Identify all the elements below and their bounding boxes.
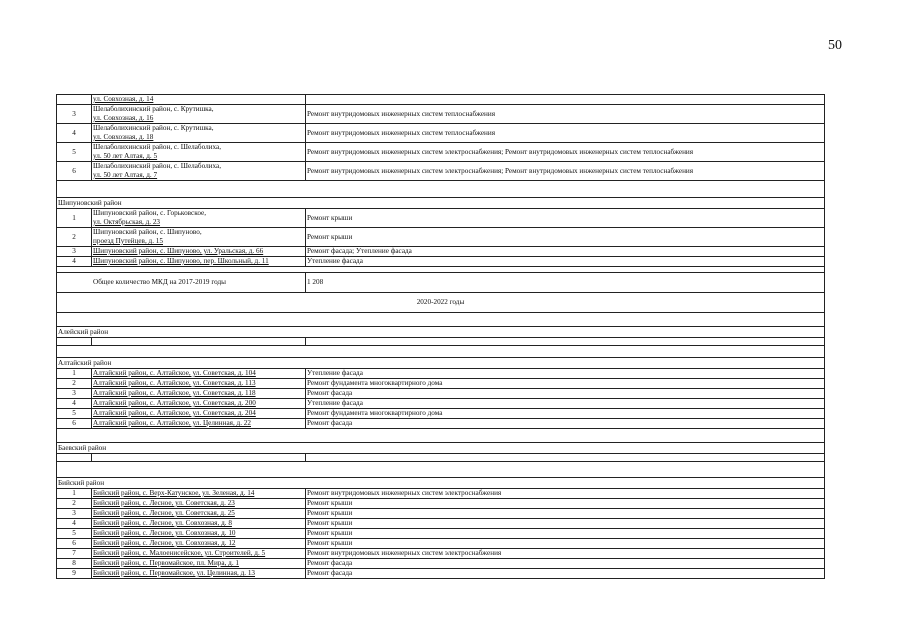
row-number: 4	[57, 257, 92, 267]
row-number: 1	[57, 369, 92, 379]
total-row	[57, 273, 825, 293]
address-cell	[92, 105, 306, 124]
table-row	[57, 379, 825, 389]
row-number: 5	[57, 143, 92, 162]
row-number: 6	[57, 162, 92, 181]
address-cell	[92, 389, 306, 399]
address-cell	[92, 499, 306, 509]
row-number: 4	[57, 399, 92, 409]
row-number: 2	[57, 379, 92, 389]
address-line: ул. 50 лет Алтая, д. 5	[93, 152, 158, 160]
empty-row	[57, 338, 825, 346]
address-line: Бийский район, с. Первомайское, пл. Мира, д. 1	[93, 559, 240, 567]
table-row	[57, 105, 825, 124]
total-value: 1 208	[306, 273, 825, 293]
table-row	[57, 539, 825, 549]
work-type-cell: Ремонт внутридомовых инженерных систем электроснабжения; Ремонт внутридомовых инженерных систем теплоснабжения	[306, 162, 825, 181]
address-cell	[92, 399, 306, 409]
total-label: Общее количество МКД на 2017-2019 годы	[57, 273, 306, 293]
work-type-cell: Ремонт фундамента многоквартирного дома	[306, 409, 825, 419]
table-row	[57, 569, 825, 579]
address-cell	[92, 539, 306, 549]
table-row	[57, 489, 825, 499]
work-type-cell: Ремонт крыши	[306, 209, 825, 228]
spacer-row	[57, 181, 825, 198]
address-line: Бийский район, с. Первомайское, ул. Целинная, д. 13	[93, 569, 256, 577]
section-title: Бийский район	[57, 478, 825, 489]
address-cell	[92, 95, 306, 105]
table-row	[57, 95, 825, 105]
row-number: 8	[57, 559, 92, 569]
table-row	[57, 559, 825, 569]
row-number	[57, 95, 92, 105]
spacer-row	[57, 346, 825, 358]
work-type-cell: Ремонт внутридомовых инженерных систем электроснабжения	[306, 489, 825, 499]
work-type-cell: Ремонт крыши	[306, 529, 825, 539]
table-row	[57, 209, 825, 228]
address-line: Алтайский район, с. Алтайское, ул. Советская, д. 204	[93, 409, 256, 417]
row-number: 3	[57, 389, 92, 399]
address-line: Алтайский район, с. Алтайское, ул. Советская, д. 104	[93, 369, 256, 377]
address-line: Шелаболихинский район, с. Крутишка,	[93, 105, 214, 113]
work-type-cell: Ремонт фасада; Утепление фасада	[306, 247, 825, 257]
work-type-cell: Ремонт крыши	[306, 499, 825, 509]
period-heading: 2020-2022 годы	[57, 293, 825, 313]
address-line: ул. Октябрьская, д. 23	[93, 218, 161, 226]
work-type-cell: Ремонт фундамента многоквартирного дома	[306, 379, 825, 389]
work-type-cell: Ремонт фасада	[306, 389, 825, 399]
table-row	[57, 519, 825, 529]
row-number: 2	[57, 499, 92, 509]
address-cell	[92, 209, 306, 228]
section-title: Алтайский район	[57, 358, 825, 369]
section-header-row	[57, 358, 825, 369]
work-type-cell: Ремонт внутридомовых инженерных систем теплоснабжения	[306, 124, 825, 143]
row-number: 4	[57, 519, 92, 529]
address-cell	[92, 247, 306, 257]
address-line: Бийский район, с. Верх-Катунское, ул. Зеленая, д. 14	[93, 489, 255, 497]
spacer-row	[57, 313, 825, 327]
address-cell	[92, 124, 306, 143]
work-type-cell: Ремонт крыши	[306, 519, 825, 529]
address-line: Бийский район, с. Малоенисейское, ул. Строителей, д. 5	[93, 549, 266, 557]
table-row	[57, 162, 825, 181]
row-number: 6	[57, 539, 92, 549]
address-line: Бийский район, с. Лесное, ул. Совхозная, д. 8	[93, 519, 232, 527]
address-cell	[92, 162, 306, 181]
row-number: 5	[57, 529, 92, 539]
work-type-cell: Утепление фасада	[306, 399, 825, 409]
address-line: Шипуновский район, с. Горьковское,	[93, 209, 206, 217]
table-row	[57, 419, 825, 429]
address-cell	[92, 409, 306, 419]
address-cell	[92, 228, 306, 247]
work-type-cell: Ремонт внутридомовых инженерных систем теплоснабжения	[306, 105, 825, 124]
work-type-cell: Утепление фасада	[306, 257, 825, 267]
table-row	[57, 409, 825, 419]
address-line: ул. Совхозная, д. 16	[93, 114, 154, 122]
address-line: Шелаболихинский район, с. Шелаболиха,	[93, 162, 222, 170]
address-line: Алтайский район, с. Алтайское, ул. Советская, д. 200	[93, 399, 256, 407]
table-row	[57, 228, 825, 247]
address-line: Алтайский район, с. Алтайское, ул. Советская, д. 118	[93, 389, 256, 397]
work-type-cell: Ремонт крыши	[306, 539, 825, 549]
empty-row	[57, 454, 825, 462]
address-cell	[92, 369, 306, 379]
address-cell	[92, 489, 306, 499]
work-type-cell: Ремонт внутридомовых инженерных систем электроснабжения	[306, 549, 825, 559]
address-cell	[92, 569, 306, 579]
work-type-cell: Ремонт фасада	[306, 419, 825, 429]
repair-program-table	[56, 94, 825, 579]
section-header-row	[57, 443, 825, 454]
table-row	[57, 247, 825, 257]
table-body	[57, 95, 825, 579]
table-row	[57, 389, 825, 399]
address-line: проезд Путейцев, д. 15	[93, 237, 163, 245]
row-number: 2	[57, 228, 92, 247]
row-number: 5	[57, 409, 92, 419]
table-row	[57, 124, 825, 143]
section-header-row	[57, 327, 825, 338]
work-type-cell: Ремонт фасада	[306, 559, 825, 569]
table-row	[57, 509, 825, 519]
table-row	[57, 257, 825, 267]
work-type-cell: Ремонт внутридомовых инженерных систем электроснабжения; Ремонт внутридомовых инженерных систем теплоснабжения	[306, 143, 825, 162]
address-line: Бийский район, с. Лесное, ул. Советская, д. 23	[93, 499, 235, 507]
section-header-row	[57, 478, 825, 489]
address-cell	[92, 143, 306, 162]
section-title: Баевский район	[57, 443, 825, 454]
page-number: 50	[828, 38, 842, 53]
address-line: Шелаболихинский район, с. Шелаболиха,	[93, 143, 222, 151]
row-number: 1	[57, 209, 92, 228]
table-row	[57, 399, 825, 409]
row-number: 7	[57, 549, 92, 559]
row-number: 1	[57, 489, 92, 499]
row-number: 3	[57, 509, 92, 519]
address-line: Шипуновский район, с. Шипуново, пер. Школьный, д. 11	[93, 257, 269, 265]
address-line: Бийский район, с. Лесное, ул. Совхозная, д. 10	[93, 529, 236, 537]
table-row	[57, 499, 825, 509]
address-line: Бийский район, с. Лесное, ул. Совхозная, д. 12	[93, 539, 236, 547]
address-cell	[92, 509, 306, 519]
table-row	[57, 143, 825, 162]
work-type-cell: Ремонт фасада	[306, 569, 825, 579]
spacer-row	[57, 429, 825, 443]
address-line: ул. Совхозная, д. 14	[93, 95, 154, 103]
section-title: Шипуновский район	[57, 198, 825, 209]
address-cell	[92, 519, 306, 529]
work-type-cell	[306, 95, 825, 105]
address-cell	[92, 549, 306, 559]
address-cell	[92, 529, 306, 539]
row-number: 3	[57, 105, 92, 124]
row-number: 4	[57, 124, 92, 143]
work-type-cell: Ремонт крыши	[306, 228, 825, 247]
row-number: 3	[57, 247, 92, 257]
address-line: ул. Совхозная, д. 18	[93, 133, 154, 141]
address-cell	[92, 257, 306, 267]
address-cell	[92, 559, 306, 569]
address-line: Шипуновский район, с. Шипуново, ул. Уральская, д. 66	[93, 247, 264, 255]
spacer-row	[57, 462, 825, 478]
address-line: Алтайский район, с. Алтайское, ул. Советская, д. 113	[93, 379, 256, 387]
work-type-cell: Ремонт крыши	[306, 509, 825, 519]
table-row	[57, 529, 825, 539]
period-heading-row	[57, 293, 825, 313]
section-header-row	[57, 198, 825, 209]
row-number: 9	[57, 569, 92, 579]
address-line: Шелаболихинский район, с. Крутишка,	[93, 124, 214, 132]
address-cell	[92, 379, 306, 389]
address-line: Шипуновский район, с. Шипуново,	[93, 228, 202, 236]
section-title: Алейский район	[57, 327, 825, 338]
address-line: Бийский район, с. Лесное, ул. Советская, д. 25	[93, 509, 235, 517]
address-line: ул. 50 лет Алтая, д. 7	[93, 171, 158, 179]
address-cell	[92, 419, 306, 429]
table-row	[57, 549, 825, 559]
address-line: Алтайский район, с. Алтайское, ул. Целинная, д. 22	[93, 419, 251, 427]
row-number: 6	[57, 419, 92, 429]
table-row	[57, 369, 825, 379]
work-type-cell: Утепление фасада	[306, 369, 825, 379]
